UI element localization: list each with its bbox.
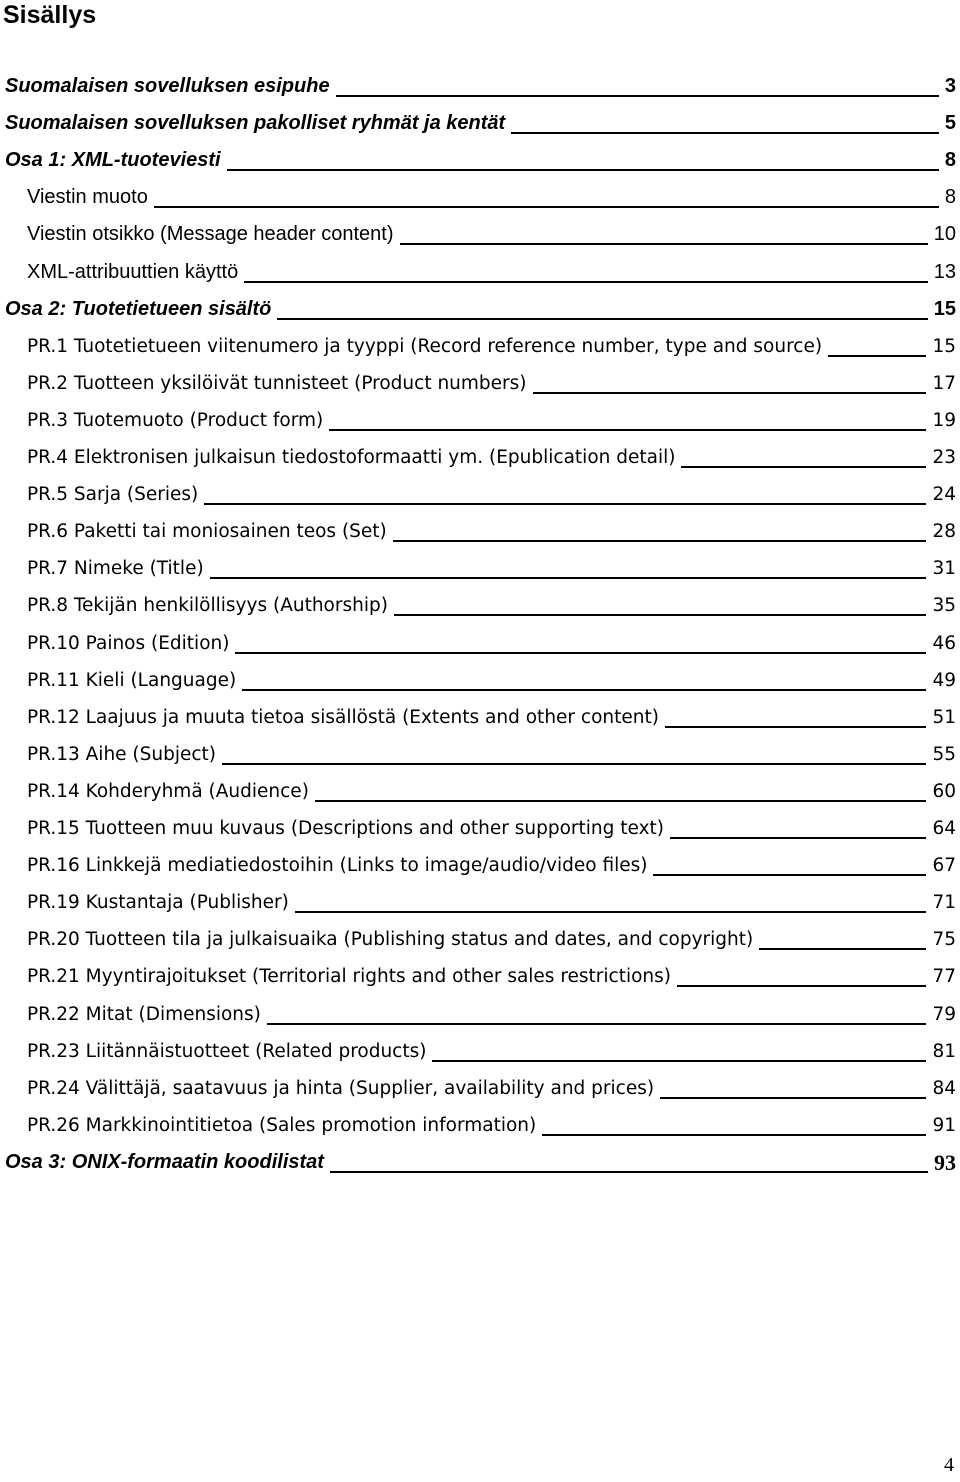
- toc-entry-title: Osa 2: Tuotetietueen sisältö: [5, 297, 272, 320]
- toc-entry[interactable]: [0, 996, 960, 1033]
- toc-leader-line: [533, 392, 927, 394]
- toc-entry-page: 31: [932, 558, 956, 580]
- toc-entry[interactable]: [0, 439, 960, 476]
- toc-entry[interactable]: [0, 921, 960, 958]
- toc-entry[interactable]: [0, 773, 960, 810]
- toc-entry-title: Osa 3: ONIX-formaatin koodilistat: [5, 1150, 324, 1173]
- page-title: Sisällys: [3, 1, 97, 29]
- toc-entry-page: 19: [932, 409, 956, 431]
- toc-leader-line: [393, 540, 927, 542]
- toc-entry-page: 64: [932, 818, 956, 839]
- toc-entry-page: 81: [932, 1040, 956, 1062]
- toc-entry-title: Viestin otsikko (Message header content): [27, 223, 394, 246]
- toc-entry-title: PR.10 Painos (Edition): [27, 632, 230, 654]
- toc-entry-page: 17: [932, 372, 956, 394]
- toc-entry-title: PR.26 Markkinointitietoa (Sales promotion information): [27, 1114, 537, 1136]
- toc-entry[interactable]: [0, 699, 960, 736]
- toc-leader-line: [242, 689, 926, 691]
- toc-entry-title: PR.12 Laajuus ja muuta tietoa sisällöstä (Extents and other content): [27, 706, 659, 728]
- toc-entry[interactable]: [0, 736, 960, 773]
- toc-entry-title: PR.2 Tuotteen yksilöivät tunnisteet (Product numbers): [27, 372, 527, 394]
- toc-entry[interactable]: [0, 68, 960, 105]
- toc-entry[interactable]: [0, 105, 960, 142]
- toc-entry-page: 15: [933, 297, 956, 320]
- toc-entry-page: 75: [932, 929, 956, 951]
- toc-entry[interactable]: [0, 291, 960, 328]
- toc-entry[interactable]: [0, 958, 960, 995]
- toc-entry-page: 79: [932, 1003, 956, 1025]
- toc-entry-title: PR.22 Mitat (Dimensions): [27, 1003, 261, 1025]
- toc-entry-title: PR.13 Aihe (Subject): [27, 743, 217, 765]
- toc-entry[interactable]: [0, 328, 960, 365]
- toc-entry[interactable]: [0, 513, 960, 550]
- toc-entry-page: 67: [932, 855, 956, 877]
- toc-entry-page: 71: [932, 892, 956, 914]
- toc-entry-title: PR.5 Sarja (Series): [27, 484, 199, 506]
- toc-entry-title: Suomalaisen sovelluksen pakolliset ryhmät ja kentät: [5, 112, 506, 135]
- toc-entry[interactable]: [0, 847, 960, 884]
- toc-entry-page: 49: [932, 669, 956, 691]
- toc-leader-line: [267, 1023, 927, 1025]
- toc-leader-line: [677, 985, 926, 987]
- toc-leader-line: [227, 169, 939, 171]
- toc-entry-page: 77: [932, 966, 956, 988]
- toc-leader-line: [222, 763, 926, 765]
- toc-entry-title: PR.23 Liitännäistuotteet (Related products): [27, 1040, 427, 1062]
- toc-entry[interactable]: [0, 179, 960, 216]
- toc-entry[interactable]: [0, 402, 960, 439]
- toc-entry-page: 3: [944, 75, 956, 97]
- toc-leader-line: [660, 1097, 926, 1099]
- toc-leader-line: [204, 503, 926, 505]
- toc-leader-line: [432, 1060, 926, 1062]
- page-number: 4: [944, 1454, 954, 1476]
- toc-entry-title: PR.11 Kieli (Language): [27, 669, 237, 691]
- toc-entry-page: 24: [932, 484, 956, 506]
- toc-entry[interactable]: [0, 1070, 960, 1107]
- toc-entry-page: 5: [944, 112, 956, 135]
- toc-entry-title: PR.16 Linkkejä mediatiedostoihin (Links to image/audio/video files): [27, 855, 648, 877]
- toc-entry[interactable]: [0, 810, 960, 847]
- toc-entry-page: 84: [932, 1077, 956, 1099]
- toc-entry-page: 51: [932, 706, 956, 728]
- toc-entry-title: PR.3 Tuotemuoto (Product form): [27, 409, 324, 431]
- toc-entry-page: 60: [932, 780, 956, 802]
- toc-entry-page: 8: [944, 186, 956, 209]
- toc-entry-title: PR.15 Tuotteen muu kuvaus (Descriptions and other supporting text): [27, 818, 665, 839]
- toc-leader-line: [336, 95, 939, 97]
- toc-entry-title: Viestin muoto: [27, 186, 148, 209]
- toc-leader-line: [653, 874, 926, 876]
- toc-leader-line: [394, 614, 927, 616]
- toc-leader-line: [400, 243, 928, 245]
- toc-entry[interactable]: [0, 476, 960, 513]
- toc-entry[interactable]: [0, 365, 960, 402]
- toc-entry-title: PR.24 Välittäjä, saatavuus ja hinta (Supplier, availability and prices): [27, 1077, 655, 1099]
- toc-leader-line: [828, 355, 926, 357]
- toc-entry[interactable]: [0, 1144, 960, 1181]
- toc-entry-page: 28: [932, 521, 956, 543]
- toc-leader-line: [210, 577, 927, 579]
- toc-leader-line: [542, 1134, 926, 1136]
- toc-entry-page: 91: [932, 1114, 956, 1136]
- toc-entry-page: 13: [933, 260, 956, 283]
- toc-entry-title: Osa 1: XML-tuoteviesti: [5, 149, 221, 172]
- toc-entry[interactable]: [0, 587, 960, 624]
- toc-entry[interactable]: [0, 254, 960, 291]
- toc-leader-line: [277, 318, 927, 320]
- toc-leader-line: [315, 800, 927, 802]
- toc-entry-title: XML-attribuuttien käyttö: [27, 260, 239, 283]
- toc-entry-title: Suomalaisen sovelluksen esipuhe: [5, 75, 330, 97]
- toc-entry-title: PR.1 Tuotetietueen viitenumero ja tyyppi (Record reference number, type and source): [27, 335, 823, 357]
- toc-entry-page: 10: [933, 223, 956, 246]
- toc-leader-line: [681, 466, 926, 468]
- toc-entry-title: PR.19 Kustantaja (Publisher): [27, 892, 289, 914]
- toc-entry[interactable]: [0, 884, 960, 921]
- toc-entry-title: PR.21 Myyntirajoitukset (Territorial rights and other sales restrictions): [27, 966, 672, 988]
- toc-entry[interactable]: [0, 1033, 960, 1070]
- toc-entry-title: PR.4 Elektronisen julkaisun tiedostoformaatti ym. (Epublication detail): [27, 447, 676, 468]
- toc-entry-title: PR.14 Kohderyhmä (Audience): [27, 780, 309, 802]
- toc-leader-line: [329, 429, 926, 431]
- toc-leader-line: [330, 1171, 928, 1173]
- toc-leader-line: [670, 837, 926, 839]
- toc-entry[interactable]: [0, 662, 960, 699]
- toc-entry-title: PR.20 Tuotteen tila ja julkaisuaika (Publishing status and dates, and copyright): [27, 929, 754, 951]
- toc-entry-page: 46: [932, 632, 956, 654]
- toc-entry[interactable]: [0, 142, 960, 179]
- toc-leader-line: [154, 206, 939, 208]
- toc-leader-line: [511, 132, 939, 134]
- toc-entry-page: 15: [932, 335, 956, 357]
- toc-entry-title: PR.6 Paketti tai moniosainen teos (Set): [27, 521, 387, 543]
- toc-entry[interactable]: [0, 625, 960, 662]
- toc-entry-title: PR.7 Nimeke (Title): [27, 558, 204, 580]
- toc-entry[interactable]: [0, 216, 960, 253]
- toc-entry-title: PR.8 Tekijän henkilöllisyys (Authorship): [27, 595, 388, 617]
- toc-leader-line: [759, 948, 926, 950]
- toc-leader-line: [235, 652, 926, 654]
- toc-leader-line: [295, 911, 927, 913]
- toc-entry-page: 23: [932, 447, 956, 468]
- toc-leader-line: [665, 726, 926, 728]
- toc-leader-line: [244, 281, 928, 283]
- toc-entry-page: 55: [932, 743, 956, 765]
- toc-entry-page: 8: [944, 149, 956, 172]
- toc-entry-page: 35: [932, 595, 956, 617]
- toc-entry-page: 93: [934, 1149, 956, 1175]
- toc-entry[interactable]: [0, 550, 960, 587]
- toc-entry[interactable]: [0, 1107, 960, 1144]
